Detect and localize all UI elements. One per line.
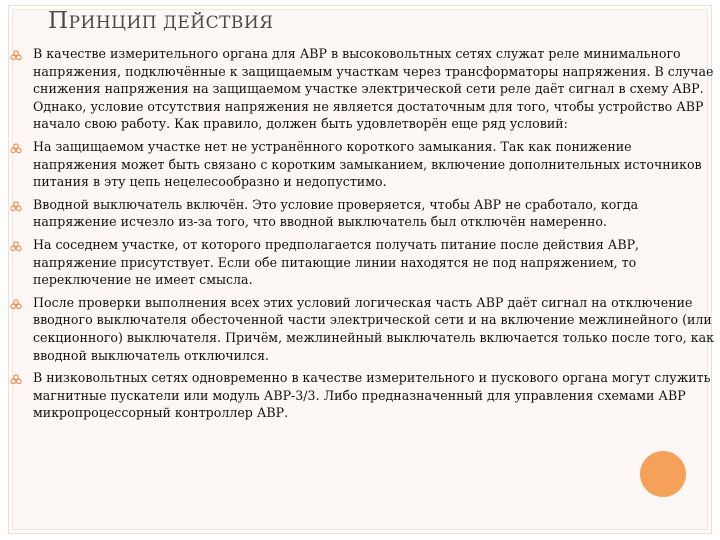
bullet-text: На соседнем участке, от которого предполагается получать питание после действия АВР, напряжение присутствует. Если обе питающие линии находятся не под напряжением, то переключение не имеет смысла. (33, 236, 640, 288)
bullet-item (0, 294, 720, 364)
flower-bullet-icon (10, 143, 22, 155)
bullet-item (0, 138, 720, 191)
bullet-item (0, 196, 720, 231)
bullet-item (0, 236, 720, 289)
flower-bullet-icon (10, 50, 22, 62)
flower-bullet-icon (10, 241, 22, 253)
bullet-list (0, 45, 720, 427)
flower-bullet-icon (10, 374, 22, 386)
slide-title-rest: РИНЦИП ДЕЙСТВИЯ (68, 13, 274, 33)
bullet-item (0, 369, 720, 422)
slide-title (48, 8, 273, 34)
flower-bullet-icon (10, 201, 22, 213)
bullet-item (0, 45, 720, 133)
bullet-text: В низковольтных сетях одновременно в качестве измерительного и пускового органа могут служить магнитные пускатели или модуль АВР-3/3. Либо предназначенный для управления схемами АВР микропроцессорный контроллер АВР. (33, 370, 711, 421)
bullet-text: На защищаемом участке нет не устранённого короткого замыкания. Так как понижение напряжения может быть связано с коротким замыканием, включение дополнительных источников питания в эту цепь нецелесообразно и недопустимо. (33, 138, 702, 190)
slide-title-initial: П (48, 8, 69, 34)
bullet-text: Вводной выключатель включён. Это условие проверяется, чтобы АВР не сработало, когда напряжение исчезло из-за того, что вводной выключатель был отключён намеренно. (33, 196, 639, 230)
bullet-text: В качестве измерительного органа для АВР в высоковольтных сетях служат реле минимального напряжения, подключённые к защищаемым участкам через трансформаторы напряжения. В случае снижения напряжения на защищаемом участке электрической сети реле даёт сигнал в схему АВР. Однако, условие отсутствия напряжения не является достаточным для того, чтобы устройство АВР начало свою работу. Как правило, должен быть удовлетворён еще ряд условий: (33, 46, 714, 132)
bullet-text: После проверки выполнения всех этих условий логическая часть АВР даёт сигнал на отключение вводного выключателя обесточенной части электрической сети и на включение межлинейного (или секционного) выключателя. Причём, межлинейный выключатель включается только после того, как вводной выключатель отключился. (33, 294, 714, 363)
decorative-orange-circle (640, 451, 686, 497)
flower-bullet-icon (10, 299, 22, 311)
